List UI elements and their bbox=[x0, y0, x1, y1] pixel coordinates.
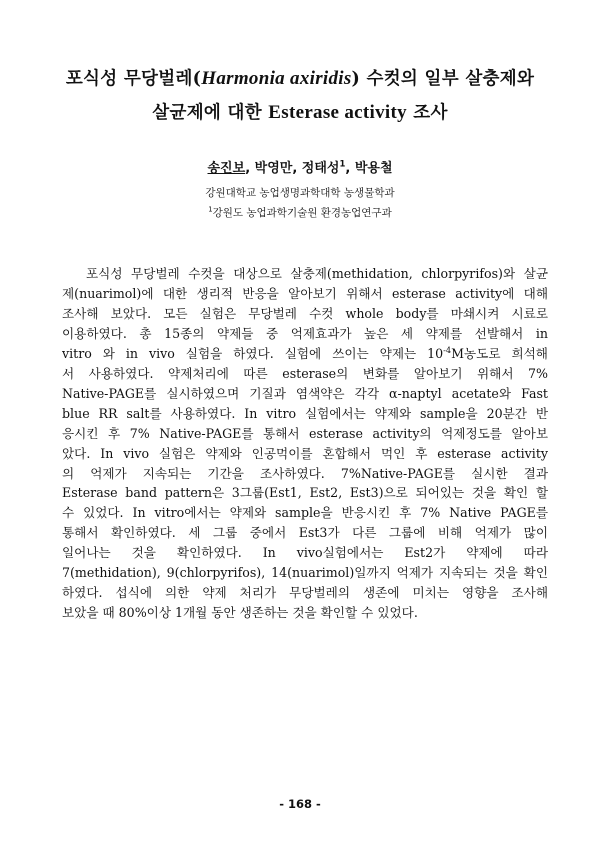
species-name: Harmonia axiridis bbox=[201, 68, 352, 89]
abstract-text: M농도로 희석해 bbox=[451, 345, 548, 361]
author-list bbox=[100, 160, 500, 178]
abstract-line: 보았을 때 80%이상 1개월 동안 생존하는 것을 확인할 수 있었다. bbox=[62, 605, 418, 621]
abstract-body bbox=[62, 264, 548, 623]
author-name: 정태성 bbox=[301, 161, 340, 176]
abstract-line: 포식성 무당벌레 수컷을 대상으로 살충제(methidation, chlorpyrifos)와 살균 bbox=[86, 266, 548, 281]
abstract-line: 조사해 보았다. 모든 실험은 무당벌레 수컷 whole body를 마쇄시켜 시료로 bbox=[62, 305, 548, 321]
abstract-line: 제(nuarimol)에 대한 생리적 반응을 알아보기 위해서 esterase activity에 대해 bbox=[62, 285, 548, 301]
first-author: 송진보 bbox=[207, 161, 246, 176]
affiliation-marker: 1 bbox=[208, 205, 213, 214]
abstract-line: 일어나는 것을 확인하였다. In vivo실험에서는 Est2가 약제에 따라 bbox=[62, 545, 548, 561]
abstract-line: 이용하였다. 총 15종의 약제들 중 억제효과가 높은 세 약제를 선발해서 in bbox=[62, 325, 548, 341]
abstract-text: vitro 와 in vivo 실험을 하였다. 실험에 쓰이는 약제는 10 bbox=[62, 345, 444, 361]
title-text: 조사 bbox=[406, 103, 448, 123]
abstract-line: 았다. In vivo 실험은 약제와 인공먹이를 혼합해서 먹인 후 esterase activity bbox=[62, 445, 548, 461]
affiliation-2 bbox=[100, 205, 500, 220]
affiliation-marker: 1 bbox=[339, 158, 346, 169]
author-name: , 박용철 bbox=[345, 161, 393, 176]
abstract-line: 통해서 확인하였다. 세 그룹 중에서 Est3가 다른 그룹에 비해 억제가 많이 bbox=[62, 525, 548, 541]
abstract-line: 7(methidation), 9(chlorpyrifos), 14(nuarimol)일까지 억제가 지속되는 것을 확인 bbox=[62, 565, 548, 581]
author-separator: , 박영만, bbox=[245, 161, 302, 176]
abstract-line: Esterase band pattern은 3그룹(Est1, Est2, Est3)으로 되어있는 것을 확인 할 bbox=[62, 485, 548, 501]
title-english-term: Esterase activity bbox=[268, 102, 407, 123]
exponent: -4 bbox=[443, 344, 452, 355]
abstract-line: 수 있었다. In vitro에서는 약제와 sample을 반응시킨 후 7% Native PAGE를 bbox=[62, 505, 548, 521]
abstract-line bbox=[62, 344, 548, 364]
abstract-line: 의 억제가 지속되는 기간을 조사하였다. 7%Native-PAGE를 실시한 결과 bbox=[62, 465, 548, 481]
title-text: 살균제에 대한 bbox=[152, 103, 269, 123]
title-line-2 bbox=[40, 96, 560, 130]
affiliation-text: 강원도 농업과학기술원 환경농업연구과 bbox=[212, 207, 392, 219]
abstract-line: 서 사용하였다. 약제처리에 따른 esterase의 변화를 알아보기 위해서 7% bbox=[62, 365, 548, 381]
abstract-line: 하였다. 섭식에 의한 약제 처리가 무당벌레의 생존에 미치는 영향을 조사해 bbox=[62, 585, 548, 601]
abstract-line: blue RR salt를 사용하였다. In vitro 실험에서는 약제와 sample을 20분간 반 bbox=[62, 405, 548, 421]
page-number: - 168 - bbox=[279, 797, 321, 811]
affiliation-1: 강원대학교 농업생명과학대학 농생물학과 bbox=[205, 187, 395, 199]
abstract-line: 응시킨 후 7% Native-PAGE를 통해서 esterase activity의 억제정도를 알아보 bbox=[62, 425, 548, 441]
title-text: ) 수컷의 일부 살충제와 bbox=[351, 69, 535, 89]
paper-title bbox=[40, 62, 560, 130]
abstract-line: Native-PAGE를 실시하였으며 기질과 염색약은 각각 α-naptyl acetate와 Fast bbox=[62, 385, 548, 401]
title-line-1 bbox=[40, 62, 560, 96]
title-text: 포식성 무당벌레( bbox=[65, 69, 202, 89]
